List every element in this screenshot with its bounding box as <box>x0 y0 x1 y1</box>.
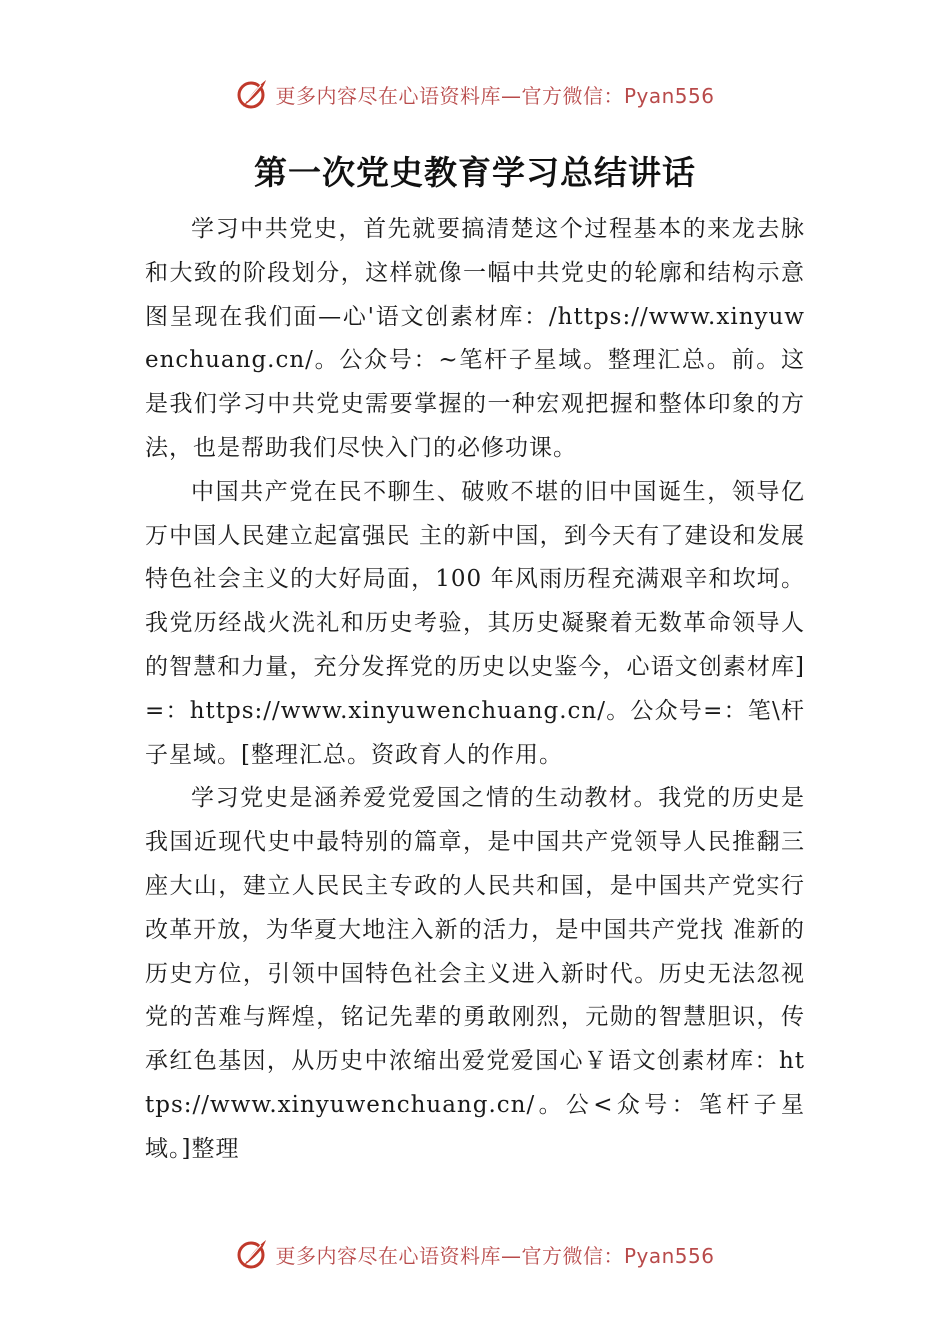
paragraph: 学习党史是涵养爱党爱国之情的生动教材。我党的历史是我国近现代史中最特别的篇章，是中国共产党领导人民推翻三座大山，建立人民民主专政的人民共和国，是中国共产党实行改革开放，为华夏大地注入新的活力，是中国共产党找 准新的历史方位，引领中国特色社会主义进入新时代。历史无法忽视党的苦难与辉煌，铭记先辈的勇敢刚烈，元勋的智慧胆识，传承红色基因，从历史中浓缩出爱党爱国心￥语文创素材库：https://www.xinyuwenchuang.cn/。公<众号：笔杆子星域。]整理 <box>145 785 805 1162</box>
footer-banner-text: 更多内容尽在心语资料库—官方微信：Pyan556 <box>275 1243 715 1268</box>
quill-circle-logo-icon <box>235 1237 269 1271</box>
header-banner-text: 更多内容尽在心语资料库—官方微信：Pyan556 <box>275 83 715 108</box>
header-banner <box>0 74 950 114</box>
quill-circle-logo-icon <box>235 77 269 111</box>
paragraph: 中国共产党在民不聊生、破败不堪的旧中国诞生，领导亿万中国人民建立起富强民 主的新中国，到今天有了建设和发展特色社会主义的大好局面，100 年风雨历程充满艰辛和坎坷。我党历经战火洗礼和历史考验，其历史凝聚着无数革命领导人的智慧和力量，充分发挥党的历史以史鉴今，心语文创素材库]=：https://www.xinyuwenchuang.cn/。公众号=：笔\杆子星域。[整理汇总。资政育人的作用。 <box>145 478 805 768</box>
footer-banner <box>0 1234 950 1274</box>
document-title: 第一次党史教育学习总结讲话 <box>254 153 696 193</box>
paragraph: 学习中共党史，首先就要搞清楚这个过程基本的来龙去脉和大致的阶段划分，这样就像一幅中共党史的轮廓和结构示意图呈现在我们面—心'语文创素材库：/https://www.xinyuwenchuang.cn/。公众号：~笔杆子星域。整理汇总。前。这是我们学习中共党史需要掌握的一种宏观把握和整体印象的方法，也是帮助我们尽快入门的必修功课。 <box>145 216 805 461</box>
document-body <box>145 208 805 1172</box>
